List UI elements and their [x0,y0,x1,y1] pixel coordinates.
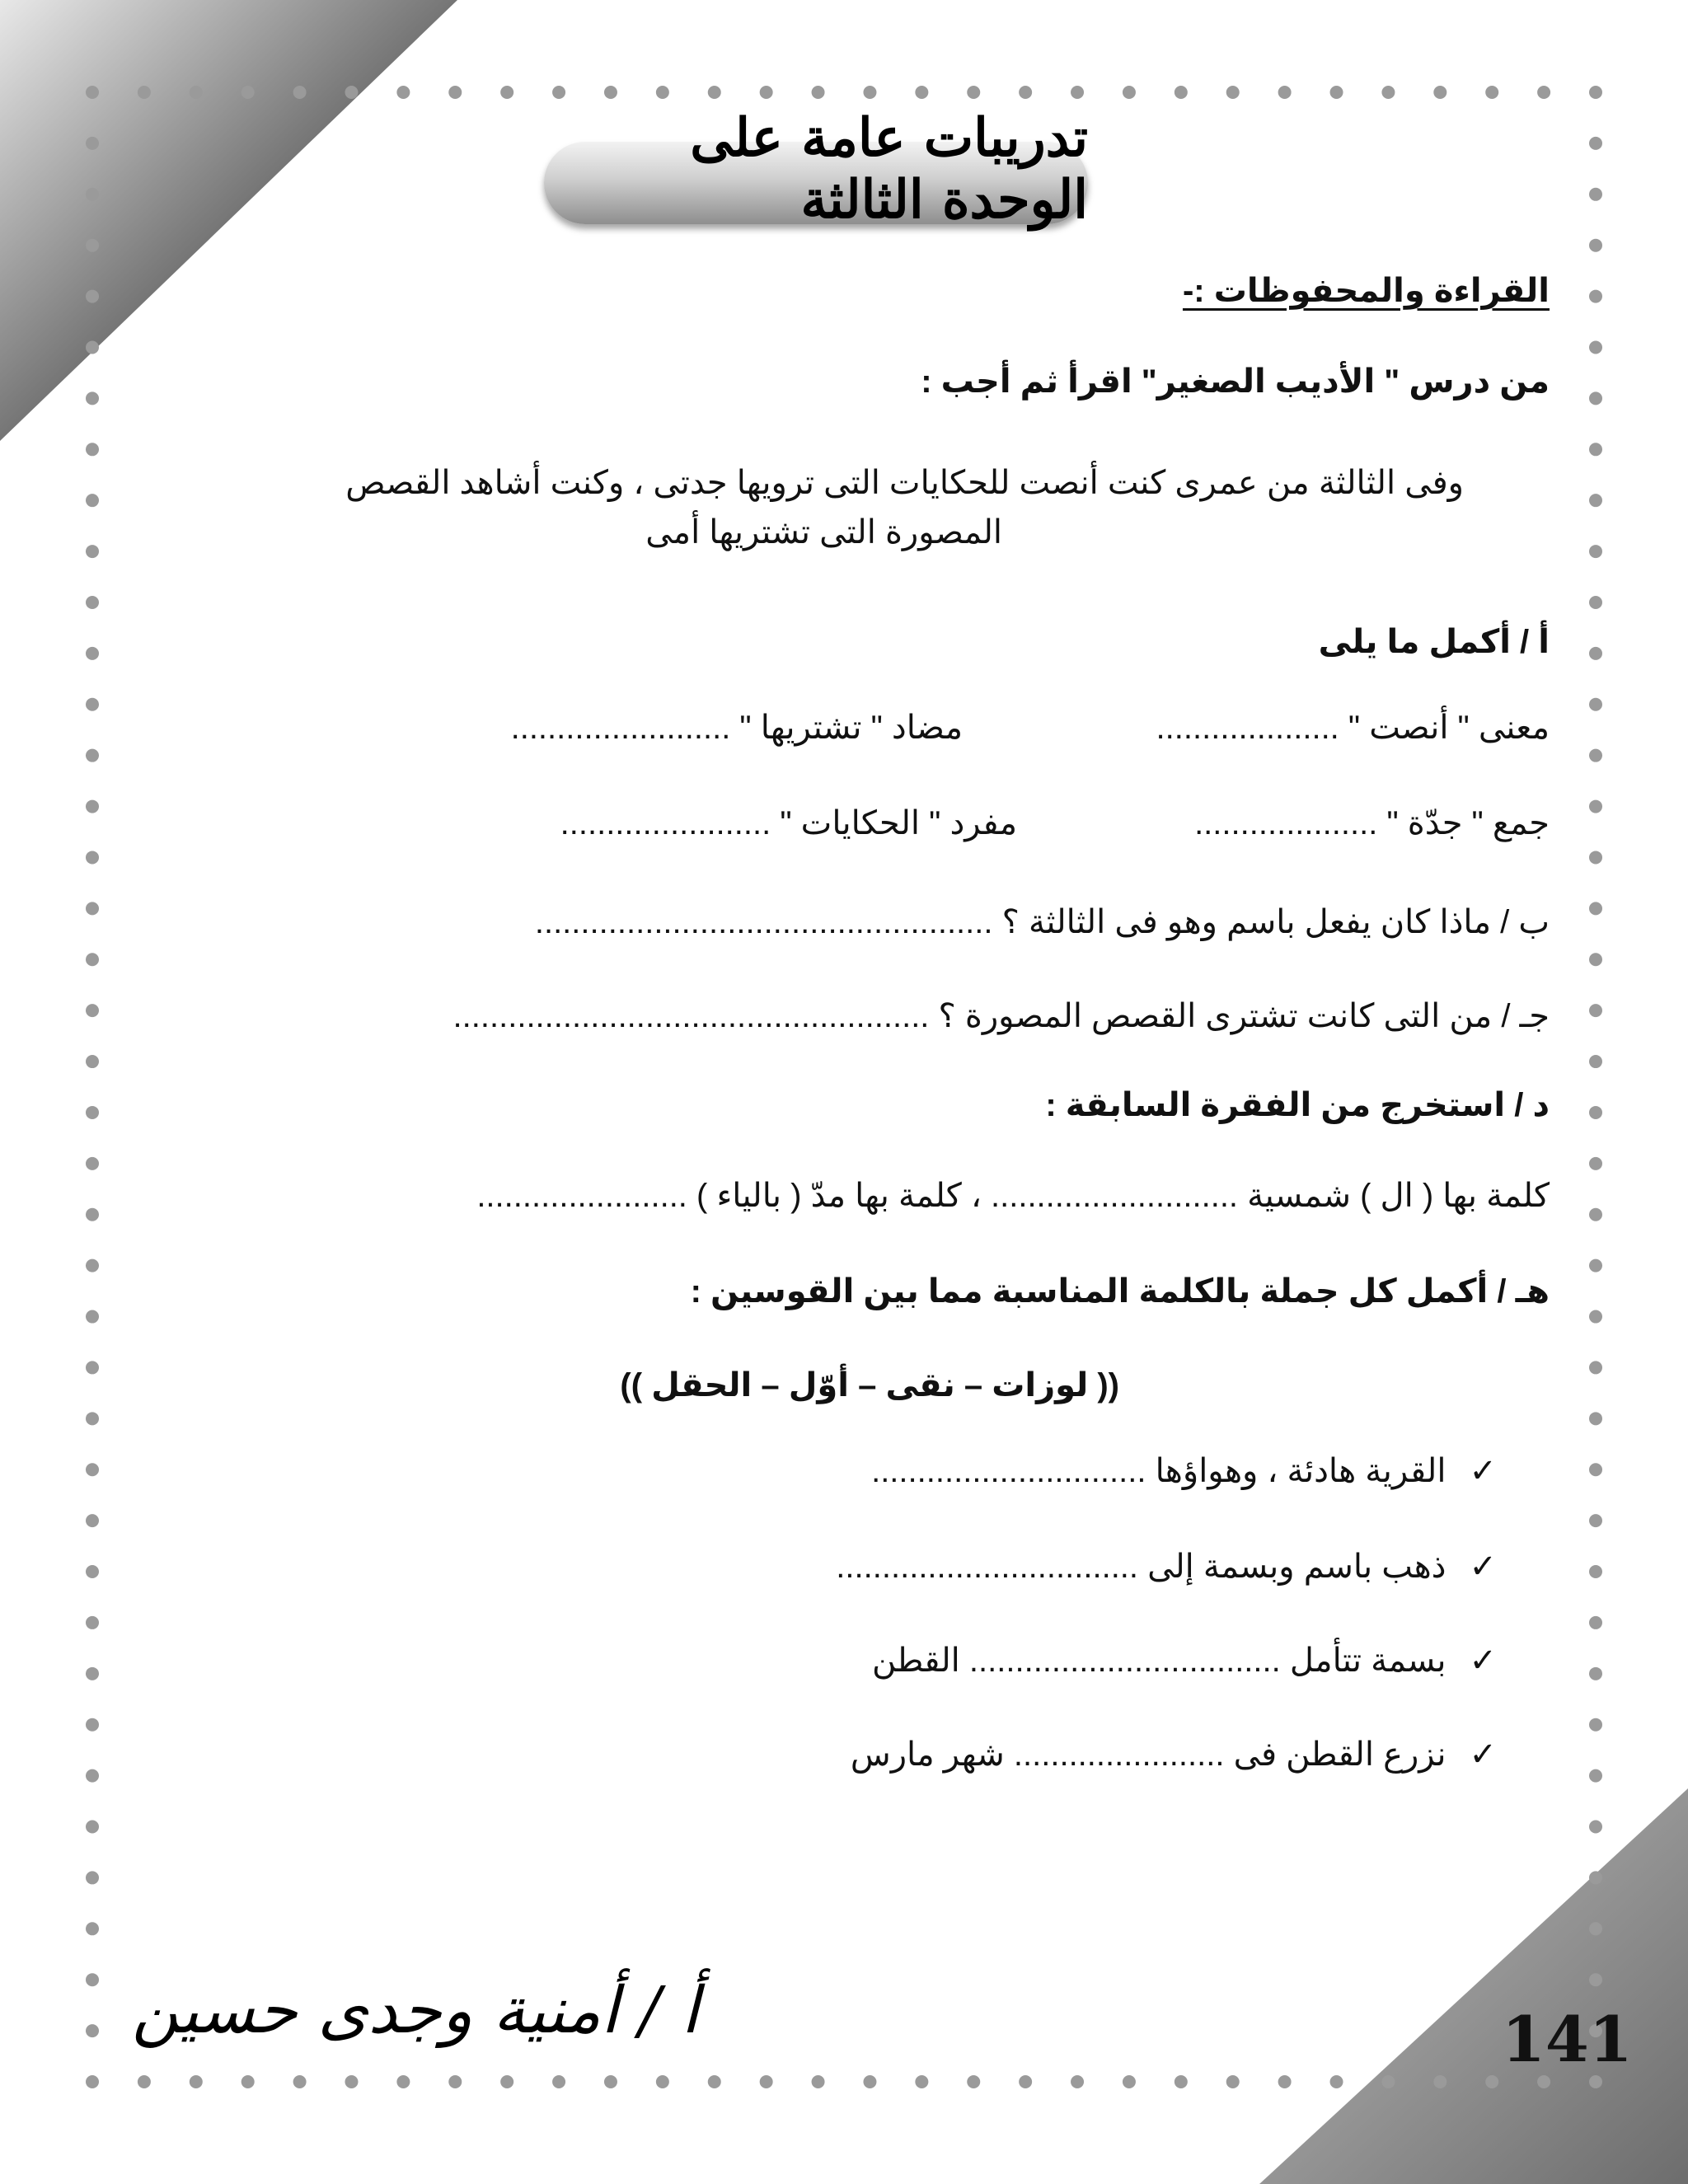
frame-dot [86,1361,99,1374]
frame-dot [1381,2075,1395,2088]
frame-dot [86,443,99,456]
frame-dot [86,749,99,762]
frame-dot [1123,2075,1136,2088]
frame-dot [760,86,773,99]
frame-dot [86,1565,99,1578]
part-a-singular-question: مفرد " الحكايات " ....................... [560,805,1017,841]
fill-in-text: ذهب باسم وبسمة إلى ................................. [836,1549,1447,1585]
part-b-question: ب / ماذا كان يفعل باسم وهو فى الثالثة ؟ .................................................. [534,904,1550,940]
frame-dot [967,2075,980,2088]
frame-dot [1330,86,1343,99]
frame-dot [812,86,825,99]
frame-dot [1071,86,1084,99]
fill-in-item [871,1452,1497,1490]
check-mark-icon: ✓ [1469,1736,1497,1773]
frame-dot [500,86,513,99]
frame-dot [1226,2075,1240,2088]
frame-dot [1278,86,1292,99]
frame-dot [915,2075,928,2088]
frame-dot [967,86,980,99]
frame-dot [86,902,99,915]
frame-dot [1537,2075,1550,2088]
passage-line-2: المصورة التى تشتريها أمى [645,514,1002,551]
lesson-instruction: من درس " الأديب الصغير" اقرأ ثم أجب : [921,363,1550,400]
frame-dot [1589,800,1602,813]
frame-dot [86,1718,99,1732]
frame-dot [1589,494,1602,507]
frame-dot [1589,1769,1602,1783]
section-heading: القراءة والمحفوظات :- [1182,273,1550,309]
frame-dot [1589,1616,1602,1629]
frame-dot [1175,2075,1188,2088]
frame-dot [1589,1310,1602,1324]
page-title: تدريبات عامة على الوحدة الثالثة [690,107,1088,231]
frame-dot [1589,443,1602,456]
frame-dot [656,2075,669,2088]
frame-dot [86,1871,99,1884]
frame-dot [86,647,99,660]
frame-dot [1589,1361,1602,1374]
frame-dot [1537,86,1550,99]
frame-dot [1589,1004,1602,1017]
frame-dot [812,2075,825,2088]
frame-dot [1589,1922,1602,1935]
frame-dot [86,1667,99,1680]
frame-dot [138,86,151,99]
frame-dot [86,545,99,558]
frame-dot [1589,1055,1602,1068]
part-d-question: كلمة بها ( ال ) شمسية ........................... ، كلمة بها مدّ ( بالياء ) ....................... [476,1178,1550,1214]
fill-in-text: بسمة تتأمل .................................. القطن [872,1643,1447,1679]
frame-dot [86,1259,99,1272]
frame-dot [708,2075,721,2088]
frame-dot [1589,239,1602,252]
frame-dot [1485,86,1498,99]
frame-dot [345,2075,358,2088]
frame-dot [1123,86,1136,99]
part-a-plural-question: جمع " جدّة " .................... [1194,805,1550,841]
frame-dot [448,2075,462,2088]
frame-dot [1589,647,1602,660]
frame-dot [1589,2075,1602,2088]
frame-dot [1589,290,1602,303]
frame-dot [1589,1565,1602,1578]
frame-dot [1589,1667,1602,1680]
frame-dot [293,86,307,99]
part-a-opposite-question: مضاد " تشتريها " ........................ [510,710,963,746]
reading-passage [153,458,1505,557]
fill-in-item [836,1548,1497,1586]
frame-dot [86,188,99,201]
frame-dot [86,137,99,150]
frame-dot [86,2024,99,2037]
frame-dot [86,1821,99,1834]
frame-dot [1589,1871,1602,1884]
frame-dot [1433,2075,1447,2088]
frame-dot [500,2075,513,2088]
frame-dot [86,698,99,711]
part-d-heading: د / استخرج من الفقرة السابقة : [1045,1087,1550,1123]
frame-dot [1019,86,1032,99]
frame-dot [86,290,99,303]
check-mark-icon: ✓ [1469,1453,1497,1489]
frame-dot [86,1412,99,1425]
frame-dot [86,340,99,354]
frame-dot [86,1514,99,1527]
frame-dot [86,596,99,609]
frame-dot [656,86,669,99]
frame-dot [1589,1973,1602,1986]
frame-dot [86,800,99,813]
frame-dot [1330,2075,1343,2088]
fill-in-text: القرية هادئة ، وهواؤها .............................. [871,1453,1447,1489]
frame-dot [396,2075,410,2088]
frame-dot [1589,749,1602,762]
frame-dot [86,1208,99,1221]
part-e-heading: هـ / أكمل كل جملة بالكلمة المناسبة مما بين القوسين : [690,1273,1550,1310]
frame-dot [86,2075,99,2088]
frame-dot [1589,1463,1602,1476]
page-number: 141 [1502,2003,1633,2076]
frame-dot [86,239,99,252]
frame-dot [1226,86,1240,99]
frame-dot [86,494,99,507]
frame-dot [1589,391,1602,405]
frame-dot [86,851,99,864]
frame-dot [86,1616,99,1629]
frame-dot [86,1157,99,1170]
frame-dot [190,86,203,99]
frame-dot [915,86,928,99]
frame-dot [1589,698,1602,711]
part-c-question: جـ / من التى كانت تشترى القصص المصورة ؟ .................................................... [452,998,1550,1034]
frame-dot [86,1004,99,1017]
frame-dot [1278,2075,1292,2088]
frame-dot [1589,340,1602,354]
part-a-meaning-question: معنى " أنصت " .................... [1156,710,1550,746]
frame-dot [1589,137,1602,150]
frame-dot [604,2075,617,2088]
frame-dot [1381,86,1395,99]
frame-dot [86,1310,99,1324]
frame-dot [1589,1412,1602,1425]
frame-dot [863,2075,876,2088]
frame-dot [1589,188,1602,201]
frame-dot [1589,902,1602,915]
frame-dot [1485,2075,1498,2088]
frame-dot [1589,1259,1602,1272]
frame-dot [86,953,99,966]
frame-dot [86,86,99,99]
frame-dot [1175,86,1188,99]
frame-dot [1589,1821,1602,1834]
frame-dot [1589,1157,1602,1170]
check-mark-icon: ✓ [1469,1643,1497,1679]
frame-dot [1589,1718,1602,1732]
frame-dot [1589,545,1602,558]
frame-dot [760,2075,773,2088]
part-a-heading: أ / أكمل ما يلى [1318,624,1550,660]
frame-dot [708,86,721,99]
frame-dot [86,1973,99,1986]
frame-dot [863,86,876,99]
frame-dot [1071,2075,1084,2088]
frame-dot [86,1769,99,1783]
frame-dot [1589,1106,1602,1119]
frame-dot [552,86,565,99]
fill-in-text: نزرع القطن فى ....................... شهر مارس [850,1736,1447,1773]
frame-dot [86,391,99,405]
frame-dot [552,2075,565,2088]
frame-dot [138,2075,151,2088]
part-e-word-options: (( لوزات – نقى – أوّل – الحقل )) [620,1367,1119,1404]
frame-dot [190,2075,203,2088]
frame-dot [1019,2075,1032,2088]
frame-dot [1433,86,1447,99]
frame-dot [448,86,462,99]
frame-dot [1589,1208,1602,1221]
frame-dot [1589,86,1602,99]
frame-dot [86,1922,99,1935]
frame-dot [86,1055,99,1068]
frame-dot [1589,1514,1602,1527]
frame-dot [86,1106,99,1119]
check-mark-icon: ✓ [1469,1549,1497,1585]
frame-dot [345,86,358,99]
passage-line-1: وفى الثالثة من عمرى كنت أنصت للحكايات التى ترويها جدتى ، وكنت أشاهد القصص [345,465,1464,501]
fill-in-item [851,1736,1497,1774]
fill-in-item [872,1642,1497,1680]
frame-dot [293,2075,307,2088]
author-signature: أ / أمنية وجدى حسين [132,1974,700,2048]
frame-dot [86,1463,99,1476]
frame-dot [1589,596,1602,609]
frame-dot [1589,953,1602,966]
frame-dot [1589,851,1602,864]
frame-dot [241,86,255,99]
frame-dot [241,2075,255,2088]
frame-dot [604,86,617,99]
frame-dot [396,86,410,99]
